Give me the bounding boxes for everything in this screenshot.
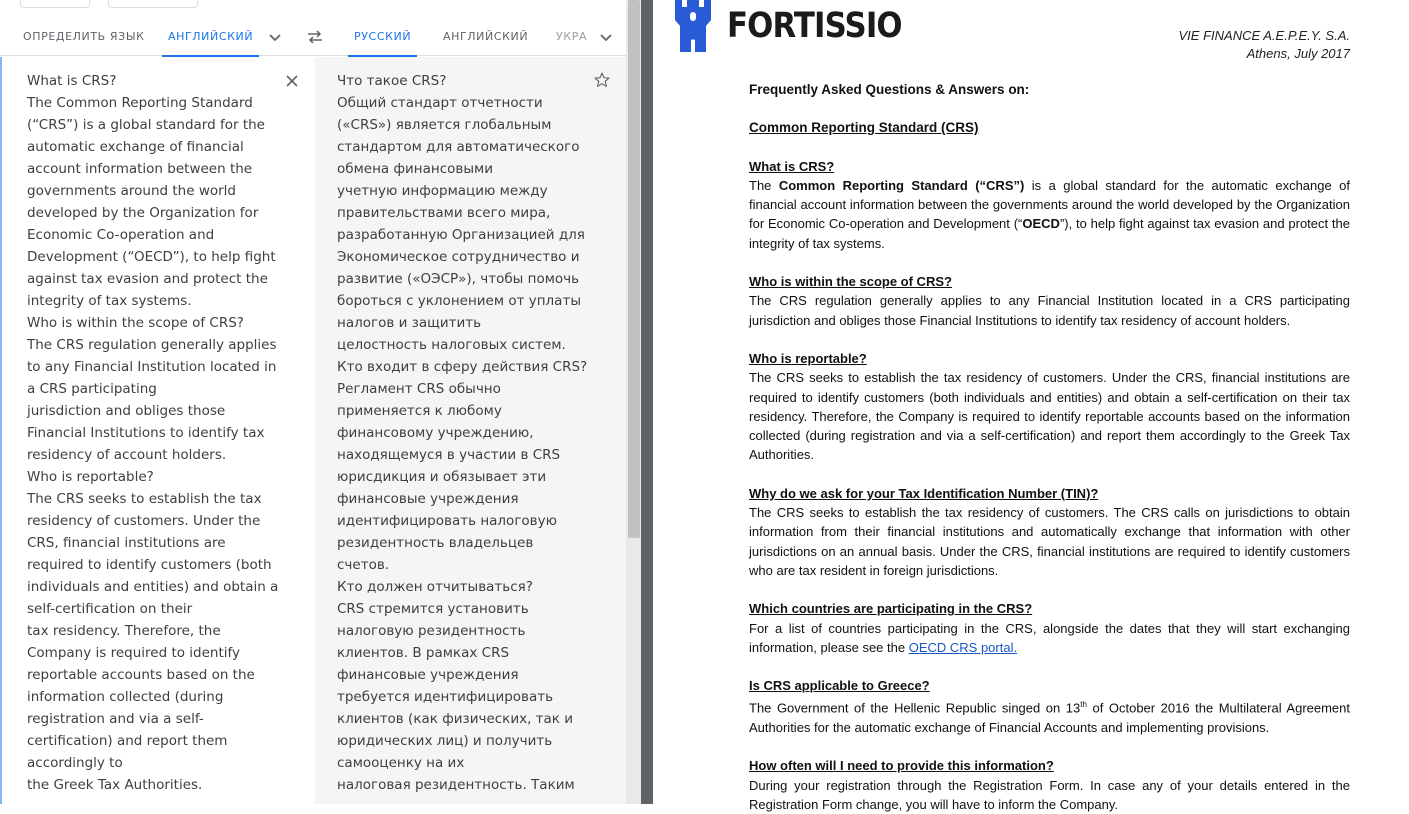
star-icon[interactable]	[593, 71, 611, 89]
faq-answer: For a list of countries participating in the CRS, alongside the dates that they will start exchanging information, please see the OECD CRS portal.	[749, 620, 1350, 655]
translation-output: Что такое CRS? Общий стандарт отчетности («CRS») является глобальным стандартом для автоматического обмена финансовыми учетную информацию между правительствами всего мира, разработанную Организацией для Экономическое сотрудничество и развитие («ОЭСР»), чтобы помочь бороться с уклонением от уплаты налогов и защитить целостность налоговых систем. Кто входит в сферу действия CRS? Регламент CRS обычно применяется к любому финансовому учреждению, находящемуся в участии в CRS юрисдикция и обязывает эти финансовые учреждения идентифицировать налоговую резидентность владельцев счетов. Кто должен отчитываться? CRS стремится установить налоговую резидентность клиентов. В рамках CRS финансовые учреждения требуется идентифицировать клиентов (как физических, так и юридических лиц) и получить самооценку на их налоговая резидентность. Таким	[337, 73, 588, 793]
close-icon[interactable]	[284, 73, 300, 89]
tab-target-ukrainian[interactable]: УКРА	[556, 30, 588, 43]
logo-wordmark: FORTISSIO	[727, 6, 902, 46]
faq-answer: The CRS seeks to establish the tax residency of customers. Under the CRS, financial institutions are required to identify customers (both individuals and entities) and obtain a self-certification on their tax residency. Therefore, the Company is required to identify reportable accounts based on the information collected (during registration and via a self-certification) and report them accordingly to the Greek Tax Authorities.	[749, 370, 1350, 463]
faq-answer: The CRS regulation generally applies to any Financial Institution located in a CRS participating jurisdiction and obliges those Financial Institutions to identify tax residency of account holders.	[749, 293, 1350, 328]
source-textarea[interactable]: What is CRS? The Common Reporting Standard (“CRS”) is a global standard for the automatic exchange of financial account information between the governments around the world developed by the Organization for Economic Co-operation and Development (“OECD”), to help fight against tax evasion and protect the integrity of tax systems. Who is within the scope of CRS? The CRS regulation generally applies to any Financial Institution located in a CRS participating jurisdiction and obliges those Financial Institutions to identify tax residency of account holders. Who is reportable? The CRS seeks to establish the tax residency of customers. Under the CRS, financial institutions are required to identify customers (both individuals and entities) and obtain a self-certification on their tax residency. Therefore, the Company is required to identify reportable accounts based on the information collected (during registration and via a self- certification) and report them accordingly to the Greek Tax Authorities.	[27, 73, 279, 793]
faq-question: Which countries are participating in the CRS?	[749, 601, 1033, 617]
oecd-crs-portal-link[interactable]: OECD CRS portal.	[908, 639, 1018, 655]
faq-answer: The CRS seeks to establish the tax residency of customers. The CRS calls on jurisdictions to obtain information from their financial institutions and automatically exchange that information with other jurisdictions on an annual basis. Under the CRS, financial institutions are required to identify customers who are tax resident in foreign jurisdictions.	[749, 505, 1350, 578]
translator-panel	[0, 0, 626, 804]
tab-detect-language[interactable]: ОПРЕДЕЛИТЬ ЯЗЫК	[23, 30, 145, 43]
faq-question: Who is within the scope of CRS?	[749, 274, 952, 290]
document-title: Common Reporting Standard (CRS)	[749, 120, 979, 136]
document-heading: Frequently Asked Questions & Answers on:	[749, 82, 1030, 97]
translation-pane	[315, 57, 626, 804]
chevron-down-icon[interactable]	[265, 27, 285, 47]
castle-tower-icon	[673, 0, 713, 56]
text-mode-button[interactable]	[20, 0, 90, 8]
faq-answer: During your registration through the Registration Form. In case any of your details entered in the Registration Form change, you will have to inform the Company.	[749, 777, 1350, 812]
faq-question: What is CRS?	[749, 158, 835, 174]
swap-icon[interactable]	[305, 27, 325, 47]
documents-mode-button[interactable]	[108, 0, 198, 8]
language-bar	[0, 18, 626, 56]
fortissio-logo	[673, 0, 902, 60]
tab-source-english[interactable]: АНГЛИЙСКИЙ	[168, 18, 253, 56]
document-body	[749, 80, 1350, 814]
faq-answer: The Common Reporting Standard (“CRS”) is a global standard for the automatic exchange of financial account information between the governments around the world developed by the Organization for Economic Co-operation and Development (“OECD”), to help fight against tax evasion and protect the integrity of tax systems.	[749, 177, 1350, 251]
faq-answer: The Government of the Hellenic Republic singed on 13th of October 2016 the Multilateral Agreement Authorities for the automatic exchange of Financial Accounts and implementing provisions.	[749, 700, 1351, 736]
company-name: VIE FINANCE A.E.P.E.Y. S.A.	[1178, 28, 1350, 43]
chevron-down-icon[interactable]	[596, 27, 616, 47]
company-info	[1179, 27, 1350, 63]
faq-question: How often will I need to provide this information?	[749, 758, 1054, 774]
faq-question: Is CRS applicable to Greece?	[749, 678, 930, 694]
translator-top-toolbar	[0, 0, 626, 18]
tab-target-russian[interactable]: РУССКИЙ	[354, 18, 411, 56]
scrollbar-thumb[interactable]	[628, 0, 640, 538]
window-divider	[641, 0, 653, 804]
tab-target-english[interactable]: АНГЛИЙСКИЙ	[443, 30, 529, 43]
faq-question: Who is reportable?	[749, 350, 867, 366]
pdf-document-page	[653, 0, 1409, 812]
faq-question: Why do we ask for your Tax Identification Number (TIN)?	[749, 485, 1099, 501]
source-text-pane[interactable]	[0, 57, 315, 804]
document-date: Athens, July 2017	[1246, 46, 1350, 61]
